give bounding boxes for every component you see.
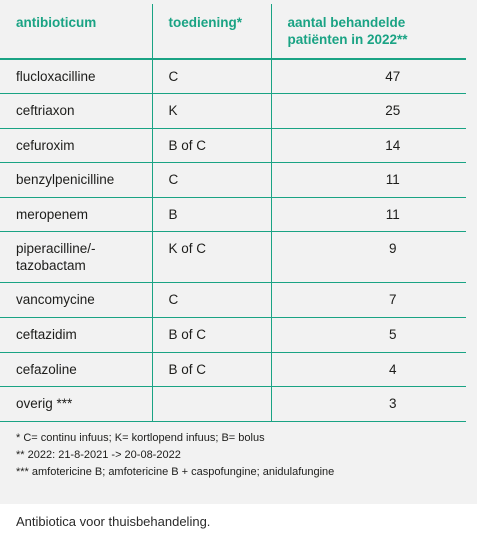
header-toediening: toediening*	[152, 4, 271, 59]
cell-toediening: K of C	[152, 232, 271, 283]
table-row	[0, 163, 466, 198]
cell-toediening: B	[152, 197, 271, 232]
cell-toediening	[152, 387, 271, 422]
cell-aantal: 7	[388, 292, 397, 308]
cell-antibioticum: overig ***	[0, 387, 152, 422]
footnote-2: ** 2022: 21-8-2021 -> 20-08-2022	[16, 449, 181, 461]
cell-antibioticum: vancomycine	[0, 283, 152, 318]
cell-toediening: B of C	[152, 318, 271, 353]
table-row	[0, 232, 466, 283]
footnote-1: * C= continu infuus; K= kortlopend infuus; B= bolus	[16, 432, 265, 444]
cell-aantal: 11	[385, 172, 400, 188]
footnote-3: *** amfotericine B; amfotericine B + caspofungine; anidulafungine	[16, 466, 335, 478]
table-row	[0, 128, 466, 163]
cell-antibioticum: meropenem	[0, 197, 152, 232]
table-row	[0, 318, 466, 353]
antibiotics-table	[0, 4, 466, 422]
cell-aantal: 3	[388, 396, 397, 412]
cell-antibioticum: cefuroxim	[0, 128, 152, 163]
cell-antibioticum: ceftazidim	[0, 318, 152, 353]
cell-toediening: B of C	[152, 352, 271, 387]
table-row	[0, 59, 466, 94]
cell-aantal: 47	[385, 69, 401, 84]
cell-aantal: 14	[385, 137, 401, 153]
cell-antibioticum: cefazoline	[0, 352, 152, 387]
table-row	[0, 352, 466, 387]
cell-toediening: C	[152, 59, 271, 94]
caption: Antibiotica voor thuisbehandeling.	[16, 514, 211, 529]
cell-aantal: 5	[388, 327, 397, 343]
cell-toediening: K	[152, 94, 271, 129]
cell-antibioticum: flucloxacilline	[0, 59, 152, 94]
footnotes	[16, 430, 334, 481]
cell-antibioticum: benzylpenicilline	[0, 163, 152, 198]
cell-aantal: 9	[388, 241, 397, 257]
table-row	[0, 197, 466, 232]
cell-toediening: C	[152, 283, 271, 318]
table-row	[0, 283, 466, 318]
cell-toediening: B of C	[152, 128, 271, 163]
cell-toediening: C	[152, 163, 271, 198]
cell-aantal: 11	[385, 206, 400, 222]
table-header-row	[0, 4, 466, 59]
cell-antibioticum: ceftriaxon	[0, 94, 152, 129]
table-row	[0, 94, 466, 129]
cell-aantal: 4	[388, 361, 397, 377]
table-row	[0, 387, 466, 422]
cell-antibioticum: piperacilline/- tazobactam	[0, 232, 152, 283]
header-antibioticum: antibioticum	[0, 4, 152, 59]
cell-aantal: 25	[385, 103, 401, 119]
header-aantal: aantal behandelde patiënten in 2022**	[287, 15, 408, 47]
